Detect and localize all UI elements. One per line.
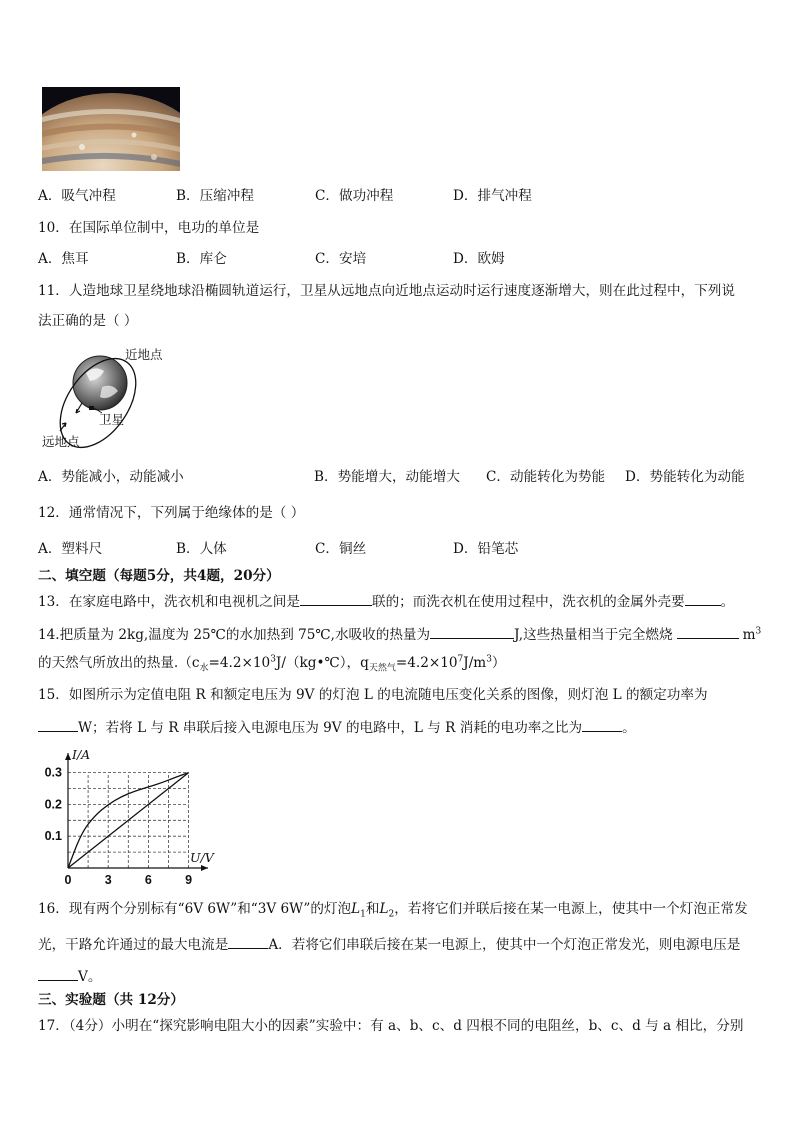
x-tick-label: 0 [64, 873, 72, 886]
q14-unit-exp: 3 [755, 626, 762, 637]
q17-line1: 17．（4分）小明在“探究影响电阻大小的因素”实验中：有 a、b、c、d 四根不同的电阻丝，b、c、d 与 a 相比，分别 [38, 1018, 744, 1034]
q16-l2: L [379, 901, 389, 917]
q13-text-b: 联的；而洗衣机在使用过程中，洗衣机的金属外壳要 [371, 594, 685, 610]
q16-blank-2[interactable] [38, 966, 78, 981]
satellite-label: 卫星 [99, 412, 125, 427]
q16-l1: L [351, 901, 361, 917]
q13-blank-2[interactable] [685, 591, 721, 606]
q14-text-e: J/（kg•℃），q [275, 655, 369, 671]
q14-exp-3: 3 [486, 654, 492, 665]
apogee-label: 远地点 [42, 434, 80, 449]
q12-option-c: C．铜丝 [315, 541, 367, 557]
q13-text-c: 。 [720, 594, 735, 610]
q15-text-a: W；若将 L 与 R 串联后接入电源电压为 9V 的电路中，L 与 R 消耗的电功率之比为 [78, 720, 583, 736]
q13 [38, 591, 734, 612]
section-3-heading: 三、实验题（共 12分） [38, 992, 184, 1008]
q9-option-c: C．做功冲程 [315, 188, 394, 204]
q12-option-b: B．人体 [176, 541, 227, 557]
q14-blank-1[interactable] [430, 624, 514, 639]
q14-text-h: ） [491, 655, 506, 671]
q14-exp-1: 3 [270, 654, 276, 665]
q16-text-mid: 和 [365, 901, 380, 917]
q11-option-a: A．势能减小，动能减小 [38, 469, 184, 485]
q14-text-a: 14.把质量为 2kg,温度为 25℃的水加热到 75℃,水吸收的热量为 [38, 627, 431, 643]
q9-option-a: A．吸气冲程 [38, 188, 116, 204]
q16-text-e: V。 [78, 969, 102, 985]
chart-labels [45, 747, 216, 886]
q14-blank-2[interactable] [677, 624, 739, 639]
q15-line1: 15．如图所示为定值电阻 R 和额定电压为 9V 的灯泡 L 的电流随电压变化关系的图像，则灯泡 L 的额定功率为 [38, 687, 708, 703]
q16-text-a: 16．现有两个分别标有“6V 6W”和“3V 6W”的灯泡 [38, 901, 352, 917]
x-tick-label: 6 [144, 873, 152, 886]
x-tick-label: 9 [185, 873, 193, 886]
q9-option-b: B．压缩冲程 [176, 188, 254, 204]
perigee-label: 近地点 [125, 347, 163, 362]
q10-stem: 10．在国际单位制中，电功的单位是 [38, 220, 260, 236]
q15-text-b: 。 [622, 720, 636, 736]
q10-option-a: A．焦耳 [38, 251, 89, 267]
q16-line3 [38, 966, 101, 987]
planet-photo [42, 87, 180, 171]
q16-text-b: ，若将它们并联后接在某一电源上，使其中一个灯泡正常发 [394, 901, 748, 917]
x-tick-label: 3 [104, 873, 112, 886]
q16-blank-1[interactable] [228, 934, 268, 949]
q14-text-b: J,这些热量相当于完全燃烧 [514, 627, 673, 643]
q15-blank-1[interactable] [38, 717, 78, 732]
q13-text-a: 13．在家庭电路中，洗衣机和电视机之间是 [38, 594, 300, 610]
x-axis-label: U/V [190, 850, 214, 865]
q10-option-d: D．欧姆 [453, 251, 505, 267]
q14-line2 [38, 653, 506, 673]
q12-stem: 12．通常情况下，下列属于绝缘体的是（ ） [38, 505, 305, 521]
q11-option-d: D．势能转化为动能 [625, 469, 745, 485]
q12-option-a: A．塑料尺 [38, 541, 103, 557]
q14-exp-2: 7 [457, 654, 464, 665]
q16-text-d: A．若将它们串联后接在某一电源上，使其中一个灯泡正常发光，则电源电压是 [268, 937, 741, 953]
q15-blank-2[interactable] [582, 717, 622, 732]
q14-text-c: 的天然气所放出的热量.（c [38, 655, 200, 671]
q11-option-c: C．动能转化为势能 [486, 469, 606, 485]
q16-line1 [38, 899, 748, 919]
q14-sub-water: 水 [199, 663, 209, 674]
y-tick-label: 0.1 [44, 829, 62, 844]
q14-unit: m [742, 627, 756, 643]
iv-chart [36, 744, 248, 886]
q11-stem-line2: 法正确的是（ ） [38, 313, 138, 329]
orbit-figure [42, 343, 172, 453]
q10-option-b: B．库仑 [176, 251, 227, 267]
y-tick-label: 0.3 [44, 765, 62, 780]
q11-stem-line1: 11．人造地球卫星绕地球沿椭圆轨道运行，卫星从远地点向近地点运动时运行速度逐渐增大，则在此过程中，下列说 [38, 283, 735, 299]
q16-line2 [38, 934, 740, 955]
q16-l2-sub: 2 [388, 909, 395, 920]
q9-option-d: D．排气冲程 [453, 188, 532, 204]
q16-text-c: 光，干路允许通过的最大电流是 [38, 937, 229, 953]
q14-sub-gas: 天然气 [368, 663, 396, 674]
q14-text-f: =4.2×10 [395, 655, 458, 671]
y-axis-arrow [65, 753, 71, 760]
q11-option-b: B．势能增大，动能增大 [314, 469, 460, 485]
q15-line2 [38, 717, 636, 738]
q12-option-d: D．铅笔芯 [453, 541, 519, 557]
q16-l1-sub: 1 [360, 909, 366, 920]
q13-blank-1[interactable] [300, 591, 372, 606]
x-axis-arrow [201, 865, 208, 871]
q14-text-g: J/m [463, 655, 487, 671]
q14-line1 [38, 624, 761, 645]
q10-option-c: C．安培 [315, 251, 367, 267]
y-tick-label: 0.2 [44, 797, 62, 812]
y-axis-label: I/A [72, 747, 91, 763]
q14-text-d: =4.2×10 [208, 655, 271, 671]
section-2-heading: 二、填空题（每题5分，共4题，20分） [38, 568, 280, 584]
